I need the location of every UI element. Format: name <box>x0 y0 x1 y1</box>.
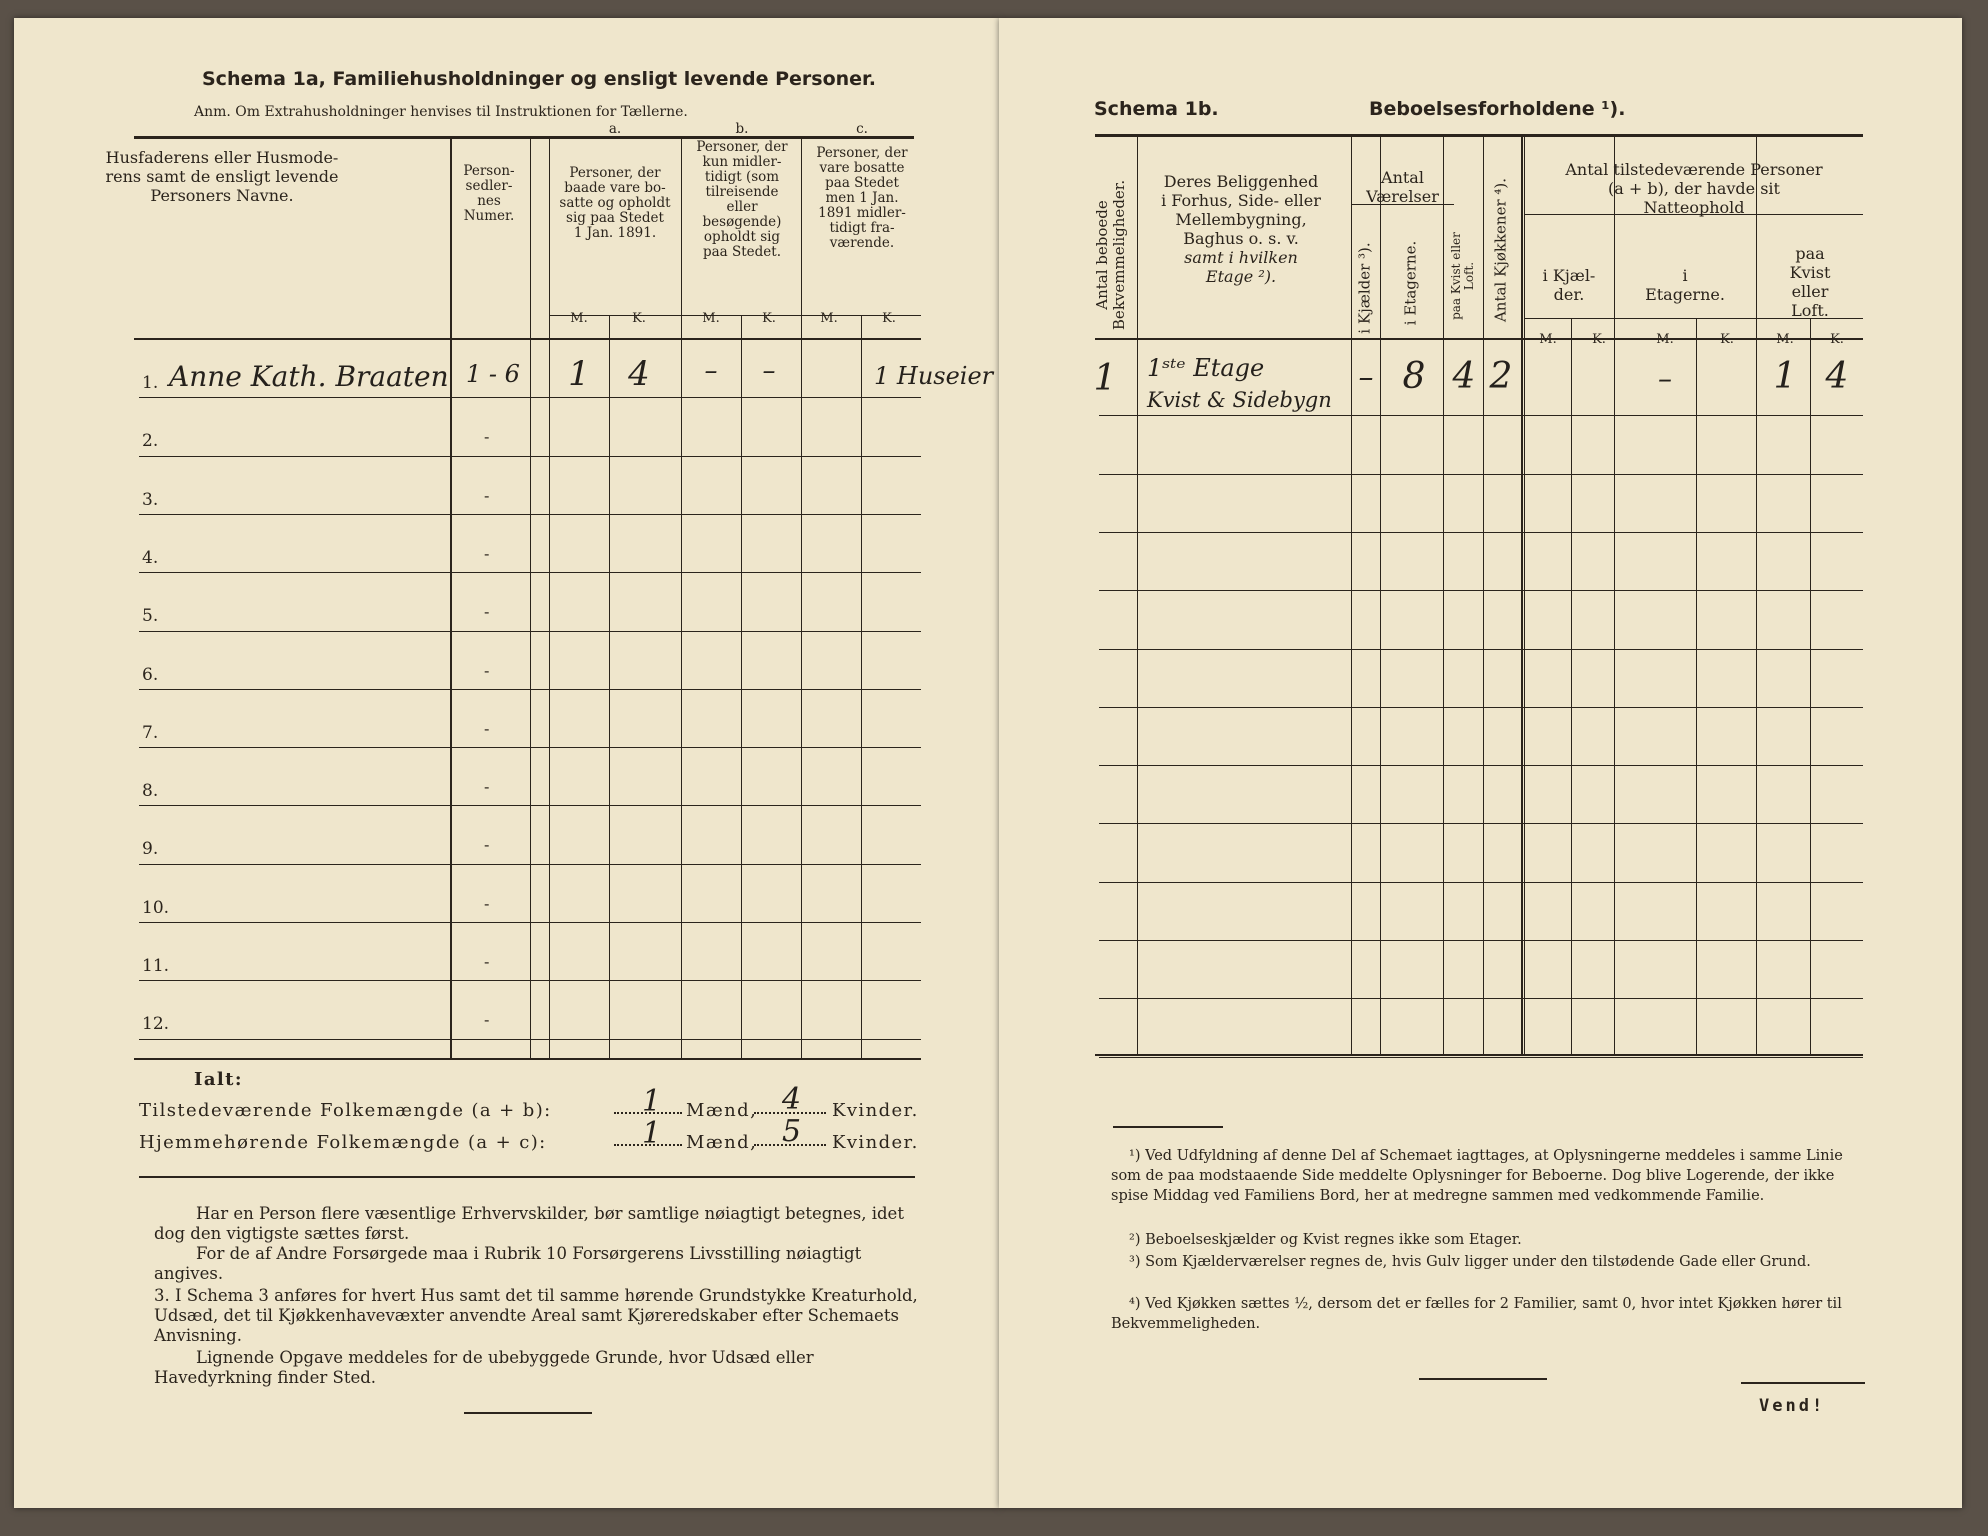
header-kvist-loft: paa Kvist eller Loft. <box>1449 232 1476 320</box>
right-page <box>999 18 1962 1508</box>
vend-label: Vend! <box>1759 1396 1826 1416</box>
beboelse-title: Beboelsesforholdene ¹). <box>1369 98 1626 120</box>
mk-col-rule-2 <box>861 316 862 1058</box>
header-kjaelder: i Kjælder ³). <box>1355 242 1374 334</box>
mk-row-rule <box>549 315 921 316</box>
person-number-dash: - <box>484 719 490 738</box>
men-label-2: Mænd, <box>686 1132 758 1153</box>
et-m-label: M. <box>1656 332 1674 347</box>
row-number: 3. <box>142 490 159 510</box>
col-rule-4 <box>801 136 802 1058</box>
row-rule-8 <box>139 805 921 806</box>
row-rule-12 <box>139 1039 921 1040</box>
mk-col-rule-0 <box>1571 319 1572 1054</box>
col-b-label: b. <box>735 121 749 137</box>
vend-rule <box>1741 1382 1865 1384</box>
col-rule-3 <box>681 136 682 1058</box>
person-number-dash: - <box>484 486 490 505</box>
row-rule-10 <box>139 922 921 923</box>
row-number: 7. <box>142 723 159 743</box>
row-rule-5 <box>139 631 921 632</box>
c-k-label: K. <box>882 311 896 326</box>
row-number: 12. <box>142 1014 170 1034</box>
header-personer-natteophold: Antal tilstedeværende Personer (a + b), der havde sit Natteophold <box>1565 160 1823 217</box>
col-rule-4 <box>1483 134 1484 1054</box>
row-number: 2. <box>142 431 159 451</box>
women-label-1: Kvinder. <box>832 1100 919 1121</box>
person-number-dash: - <box>484 661 490 680</box>
header-paa-kvist: paa Kvist eller Loft. <box>1789 244 1831 320</box>
row-number: 5. <box>142 606 159 626</box>
left-page <box>14 18 999 1508</box>
row-rule-11 <box>1099 998 1863 999</box>
hw-bekvemmeligheder: 1 <box>1093 358 1117 399</box>
ialt-label: Ialt: <box>194 1069 243 1090</box>
footnote-rule <box>1113 1126 1223 1128</box>
row-rule-12 <box>1099 1057 1863 1058</box>
row-number: 6. <box>142 665 159 685</box>
header-bottom-rule <box>1095 338 1863 340</box>
table-bottom-rule <box>1095 1054 1863 1056</box>
person-number-dash: - <box>484 544 490 563</box>
row-rule-4 <box>1099 590 1863 591</box>
instruction-1: Har en Person flere væsentlige Erhvervskilder, bør samtlige nøiagtigt betegnes, idet dog den vigtigste sættes først. <box>154 1204 904 1243</box>
row-rule-10 <box>1099 940 1863 941</box>
person-number-dash: - <box>484 777 490 796</box>
hw-beliggenhed-2: Kvist & Sidebygn <box>1147 388 1332 412</box>
header-names: Husfaderens eller Husmode- rens samt de ensligt levende Personers Navne. <box>105 148 339 205</box>
row-number: 1. <box>142 373 159 393</box>
footnote-1: ¹) Ved Udfyldning af denne Del af Schemaet iagttages, at Oplysningerne meddeles i samme Linie som de paa modstaaende Side meddelte Oplysninger for Beboerne. Dog blive Logerende, der ikke spise Middag ved Familiens Bord, her at medregne sammen med vedkommende Familie. <box>1111 1148 1843 1204</box>
row-number: 9. <box>142 839 159 859</box>
total-resident-label: Hjemmehørende Folkemængde (a + c): <box>139 1132 547 1153</box>
row-rule-4 <box>139 572 921 573</box>
row-rule-8 <box>1099 823 1863 824</box>
row-rule-7 <box>139 747 921 748</box>
instruction-3: 3. I Schema 3 anføres for hvert Hus samt det til samme hørende Grundstykke Kreaturhold, Udsæd, det til Kjøkkenhavevæxter anvendte Areal samt Kjøreredskaber efter Schemaets Anvisning. <box>154 1286 918 1345</box>
header-i-kjaelder: i Kjæl- der. <box>1542 266 1596 304</box>
b-m-label: M. <box>702 311 720 326</box>
row-rule-2 <box>139 456 921 457</box>
person-number-dash: - <box>484 952 490 971</box>
handwritten-name: Anne Kath. Braaten <box>169 360 449 393</box>
total-resident-women: 5 <box>782 1114 802 1149</box>
total-present-label: Tilstedeværende Folkemængde (a + b): <box>139 1100 552 1121</box>
hw-kvist: 4 <box>1452 356 1476 397</box>
handwritten-note-huseier: 1 Huseier <box>874 362 994 390</box>
end-rule-right <box>1419 1378 1547 1380</box>
a-m-label: M. <box>570 311 588 326</box>
row-number: 11. <box>142 956 170 976</box>
c-m-label: M. <box>820 311 838 326</box>
row-rule-6 <box>139 689 921 690</box>
header-antal-vaerelser: Antal Værelser <box>1366 168 1439 206</box>
header-bekvemmeligheder: Antal beboede Bekvemmeligheder. <box>1093 179 1128 331</box>
row-rule-7 <box>1099 765 1863 766</box>
mk-col-rule-2 <box>1810 319 1811 1054</box>
a-k-label: K. <box>632 311 646 326</box>
row-rule-3 <box>1099 532 1863 533</box>
header-etagerne: i Etagerne. <box>1401 240 1420 326</box>
col-rule-0 <box>450 136 452 1058</box>
row-rule-9 <box>139 864 921 865</box>
hw-etagerne: 8 <box>1402 356 1426 397</box>
footnote-4: ⁴) Ved Kjøkken sættes ½, dersom det er fælles for 2 Familier, samt 0, hvor intet Kjøkken hører til Bekvemmeligheden. <box>1111 1296 1842 1332</box>
header-kjokkener: Antal Kjøkkener ⁴). <box>1491 177 1510 323</box>
instruction-4: Lignende Opgave meddeles for de ubebyggede Grunde, hvor Udsæd eller Havedyrkning finder Sted. <box>154 1348 814 1387</box>
row-number: 10. <box>142 898 170 918</box>
row-rule-2 <box>1099 474 1863 475</box>
col-a-label: a. <box>608 121 622 137</box>
footnote-2: ²) Beboelseskjælder og Kvist regnes ikke som Etager. <box>1129 1232 1522 1248</box>
person-number-dash: - <box>484 1010 490 1029</box>
handwritten-b-k: – <box>762 356 776 386</box>
person-number-dash: - <box>484 894 490 913</box>
row-rule-9 <box>1099 882 1863 883</box>
divider <box>139 1176 915 1178</box>
table-top-rule <box>1095 134 1863 137</box>
header-b: Personer, der kun midler- tidigt (som tilreisende eller besøgende) opholdt sig paa Stedet. <box>696 139 788 260</box>
col-rule-1 <box>1351 134 1352 1054</box>
hw-loft-m: 1 <box>1773 356 1797 397</box>
col-c-label: c. <box>856 121 868 137</box>
col-rule-3 <box>1443 134 1444 1054</box>
row-number: 4. <box>142 548 159 568</box>
anm-note: Anm. Om Extrahusholdninger henvises til Instruktionen for Tællerne. <box>194 104 688 120</box>
mk-col-rule-1 <box>741 316 742 1058</box>
header-i-etagerne: i Etagerne. <box>1645 266 1725 304</box>
handwritten-person-number: 1 - 6 <box>466 360 520 388</box>
b-k-label: K. <box>762 311 776 326</box>
mk-col-rule-1 <box>1696 319 1697 1054</box>
kj-k-label: K. <box>1592 332 1606 347</box>
total-resident-men: 1 <box>642 1116 662 1151</box>
col-rule-2 <box>549 136 550 1058</box>
person-number-dash: - <box>484 427 490 446</box>
total-present-women: 4 <box>782 1082 802 1117</box>
men-label-1: Mænd, <box>686 1100 758 1121</box>
row-rule-1 <box>1099 415 1863 416</box>
instruction-2: For de af Andre Forsørgede maa i Rubrik 10 Forsørgerens Livsstilling nøiagtigt angives. <box>154 1244 862 1283</box>
row-rule-1 <box>139 397 921 398</box>
women-label-2: Kvinder. <box>832 1132 919 1153</box>
header-c: Personer, der vare bosatte paa Stedet men 1 Jan. 1891 midler- tidigt fra- værende. <box>816 145 908 251</box>
loft-k-label: K. <box>1830 332 1844 347</box>
row-rule-5 <box>1099 649 1863 650</box>
person-number-dash: - <box>484 835 490 854</box>
hw-loft-k: 4 <box>1825 356 1849 397</box>
schema-1a-title: Schema 1a, Familiehusholdninger og ensligt levende Personer. <box>202 68 876 90</box>
loft-m-label: M. <box>1776 332 1794 347</box>
row-rule-6 <box>1099 707 1863 708</box>
header-bottom-rule <box>134 338 921 340</box>
table-bottom-rule <box>134 1058 921 1060</box>
footnote-3: ³) Som Kjælderværelser regnes de, hvis Gulv ligger under den tilstødende Gade eller Grund. <box>1129 1254 1811 1270</box>
col-rule-2 <box>1380 134 1381 1054</box>
hw-kjokkener: 2 <box>1489 356 1513 397</box>
header-beliggenhed: Deres Beliggenhed i Forhus, Side- eller Mellembygning, Baghus o. s. v. samt i hvilken Etage ²). <box>1161 172 1321 286</box>
et-k-label: K. <box>1720 332 1734 347</box>
header-a: Personer, der baade vare bo- satte og opholdt sig paa Stedet 1 Jan. 1891. <box>559 165 671 241</box>
handwritten-a-k: 4 <box>628 354 650 394</box>
hw-kjaelder: – <box>1358 360 1374 395</box>
hw-beliggenhed-1: 1ˢᵗᵉ Etage <box>1147 354 1265 382</box>
col-rule-1 <box>530 136 531 1058</box>
person-number-dash: - <box>484 602 490 621</box>
mk-col-rule-0 <box>609 316 610 1058</box>
total-present-men: 1 <box>642 1084 662 1119</box>
col-rule-5 <box>1521 134 1523 1054</box>
kj-m-label: M. <box>1539 332 1557 347</box>
row-number: 8. <box>142 781 159 801</box>
end-rule <box>464 1412 592 1414</box>
header-person-number: Person- sedler- nes Numer. <box>463 163 515 224</box>
handwritten-b-m: – <box>704 356 718 386</box>
schema-1b-title: Schema 1b. <box>1094 98 1219 120</box>
row-rule-11 <box>139 980 921 981</box>
handwritten-a-m: 1 <box>568 354 590 394</box>
hw-etagerne-m: – <box>1658 362 1672 395</box>
row-rule-3 <box>139 514 921 515</box>
